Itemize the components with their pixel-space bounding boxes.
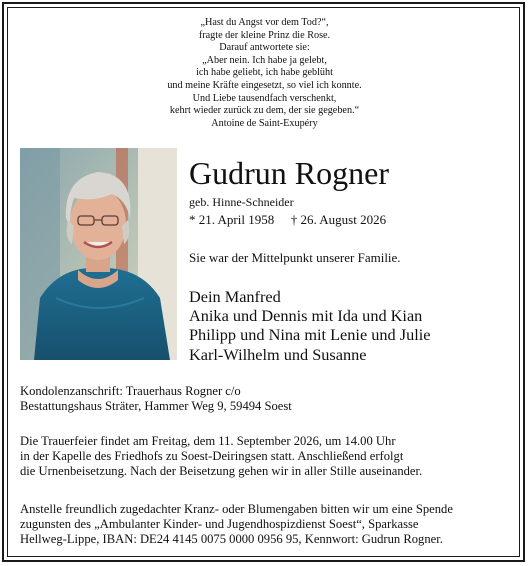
deceased-name: Gudrun Rogner [189, 155, 389, 191]
donation-line: zugunsten des „Ambulanter Kinder- und Jugendhospizdienst Soest“, Sparkasse [20, 517, 419, 531]
condolence-line: Kondolenzanschrift: Trauerhaus Rogner c/o [20, 384, 241, 398]
family-member: Anika und Dennis mit Ida und Kian [189, 306, 423, 326]
ceremony-line: die Urnenbeisetzung. Nach der Beisetzung gehen wir in aller Stille auseinander. [20, 464, 423, 478]
family-member: Karl-Wilhelm und Susanne [189, 344, 367, 364]
poem-line: „Hast du Angst vor dem Tod?“, [200, 17, 329, 28]
ceremony-info [20, 434, 422, 479]
ceremony-line: Die Trauerfeier findet am Freitag, dem 11. September 2026, um 14.00 Uhr [20, 434, 396, 448]
poem-author: Antoine de Saint-Exupéry [211, 117, 318, 129]
donation-line: Hellweg-Lippe, IBAN: DE24 4145 0075 0000 0956 95, Kennwort: Gudrun Rogner. [20, 532, 443, 546]
poem-line: Darauf antwortete sie: [219, 42, 310, 54]
family-member: Philipp und Nina mit Lenie und Julie [189, 325, 431, 345]
birth-date: * 21. April 1958 [189, 212, 275, 227]
poem-line: ich habe geliebt, ich habe geblüht [196, 67, 333, 79]
poem-block [0, 17, 529, 130]
ceremony-line: in der Kapelle des Friedhofs zu Soest-Deiringsen statt. Anschließend erfolgt [20, 449, 404, 463]
death-date: † 26. August 2026 [290, 212, 387, 227]
condolence-address [20, 384, 292, 414]
family-list [189, 287, 430, 364]
poem-line: „Aber nein. Ich habe ja gelebt, [202, 54, 327, 66]
life-dates [189, 212, 386, 228]
donation-line: Anstelle freundlich zugedachter Kranz- oder Blumengaben bitten wir um eine Spende [20, 502, 453, 516]
condolence-line: Bestattungshaus Sträter, Hammer Weg 9, 59494 Soest [20, 399, 292, 413]
poem-line: kehrt wieder zurück zu dem, der sie gegeben.“ [169, 105, 360, 117]
portrait-illustration [20, 148, 177, 360]
portrait-photo [20, 148, 177, 360]
maiden-name: geb. Hinne-Schneider [189, 195, 294, 209]
donation-info [20, 502, 453, 547]
poem-line: und meine Kräfte eingesetzt, so viel ich konnte. [167, 79, 362, 91]
tagline: Sie war der Mittelpunkt unserer Familie. [189, 250, 401, 265]
poem-line: fragte der kleine Prinz die Rose. [198, 29, 331, 41]
poem-line: Und Liebe tausendfach verschenkt, [192, 92, 337, 104]
family-member: Dein Manfred [189, 287, 281, 306]
